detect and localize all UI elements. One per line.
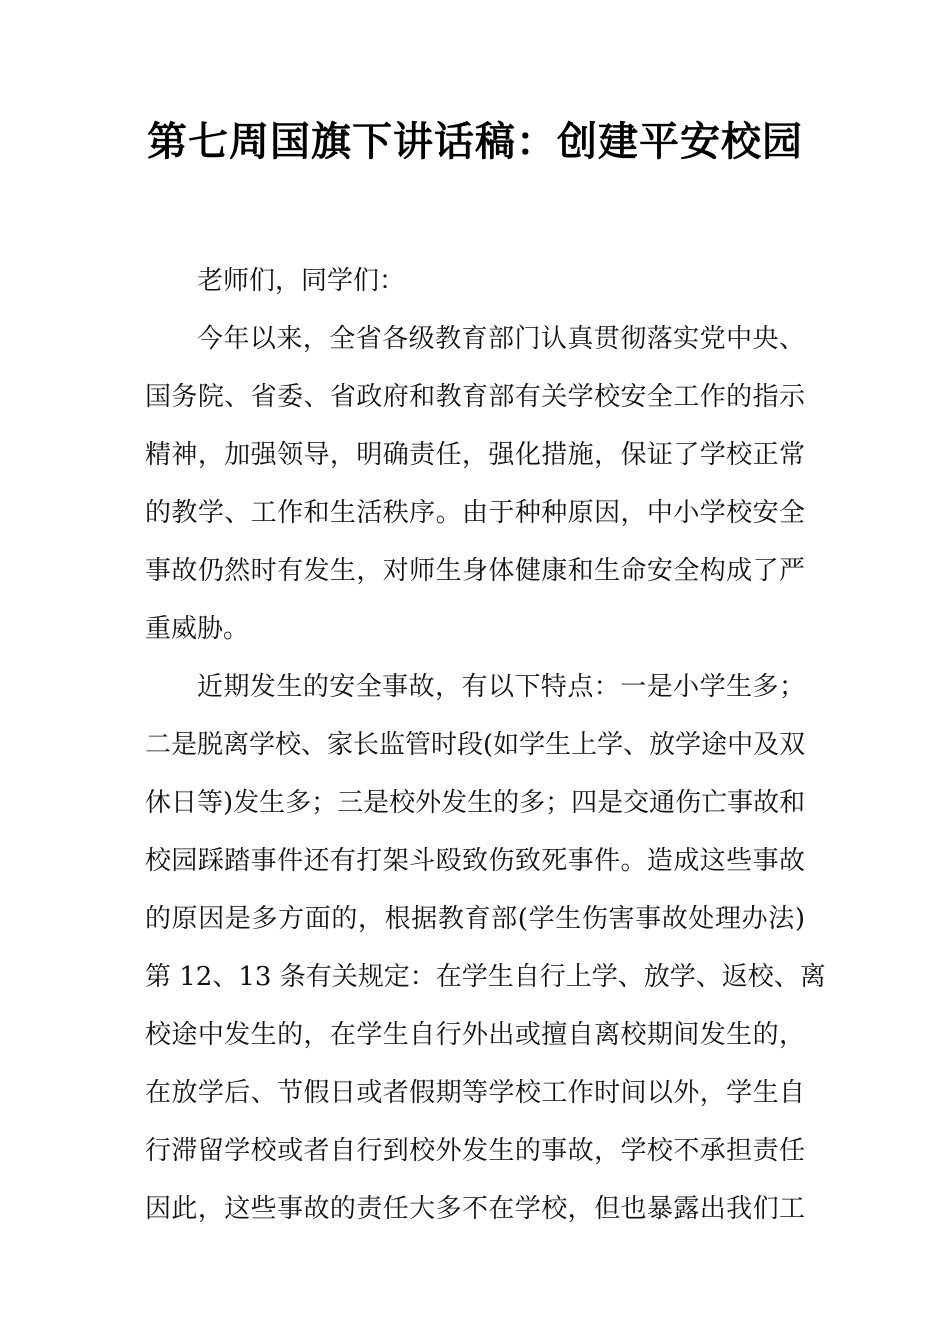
paragraph-line: 国务院、省委、省政府和教育部有关学校安全工作的指示 xyxy=(145,382,805,412)
salutation: 老师们，同学们： xyxy=(197,266,406,296)
paragraph-line: 事故仍然时有发生，对师生身体健康和生命安全构成了严 xyxy=(145,556,805,586)
paragraph-line: 重威胁。 xyxy=(145,614,250,644)
paragraph-line: 在放学后、节假日或者假期等学校工作时间以外，学生自 xyxy=(145,1078,805,1108)
paragraph-line: 近期发生的安全事故，有以下特点：一是小学生多； xyxy=(197,672,805,702)
paragraph-line: 行滞留学校或者自行到校外发生的事故，学校不承担责任 xyxy=(145,1136,805,1166)
paragraph-line: 因此，这些事故的责任大多不在学校，但也暴露出我们工 xyxy=(145,1194,805,1224)
paragraph-line: 的教学、工作和生活秩序。由于种种原因，中小学校安全 xyxy=(145,498,805,528)
paragraph-line: 休日等)发生多；三是校外发生的多；四是交通伤亡事故和 xyxy=(145,788,806,818)
document-body xyxy=(145,252,826,1238)
document-title: 第七周国旗下讲话稿：创建平安校园 xyxy=(147,119,803,165)
paragraph-line: 校园踩踏事件还有打架斗殴致伤致死事件。造成这些事故 xyxy=(145,846,805,876)
paragraph-line: 校途中发生的，在学生自行外出或擅自离校期间发生的， xyxy=(145,1020,805,1050)
paragraph-line: 二是脱离学校、家长监管时段(如学生上学、放学途中及双 xyxy=(145,730,806,760)
paragraph-line: 今年以来，全省各级教育部门认真贯彻落实党中央、 xyxy=(197,324,805,354)
paragraph-line: 精神，加强领导，明确责任，强化措施，保证了学校正常 xyxy=(145,440,805,470)
paragraph-line: 第 12、13 条有关规定：在学生自行上学、放学、返校、离 xyxy=(145,962,826,992)
paragraph-line: 的原因是多方面的，根据教育部(学生伤害事故处理办法) xyxy=(145,904,805,934)
